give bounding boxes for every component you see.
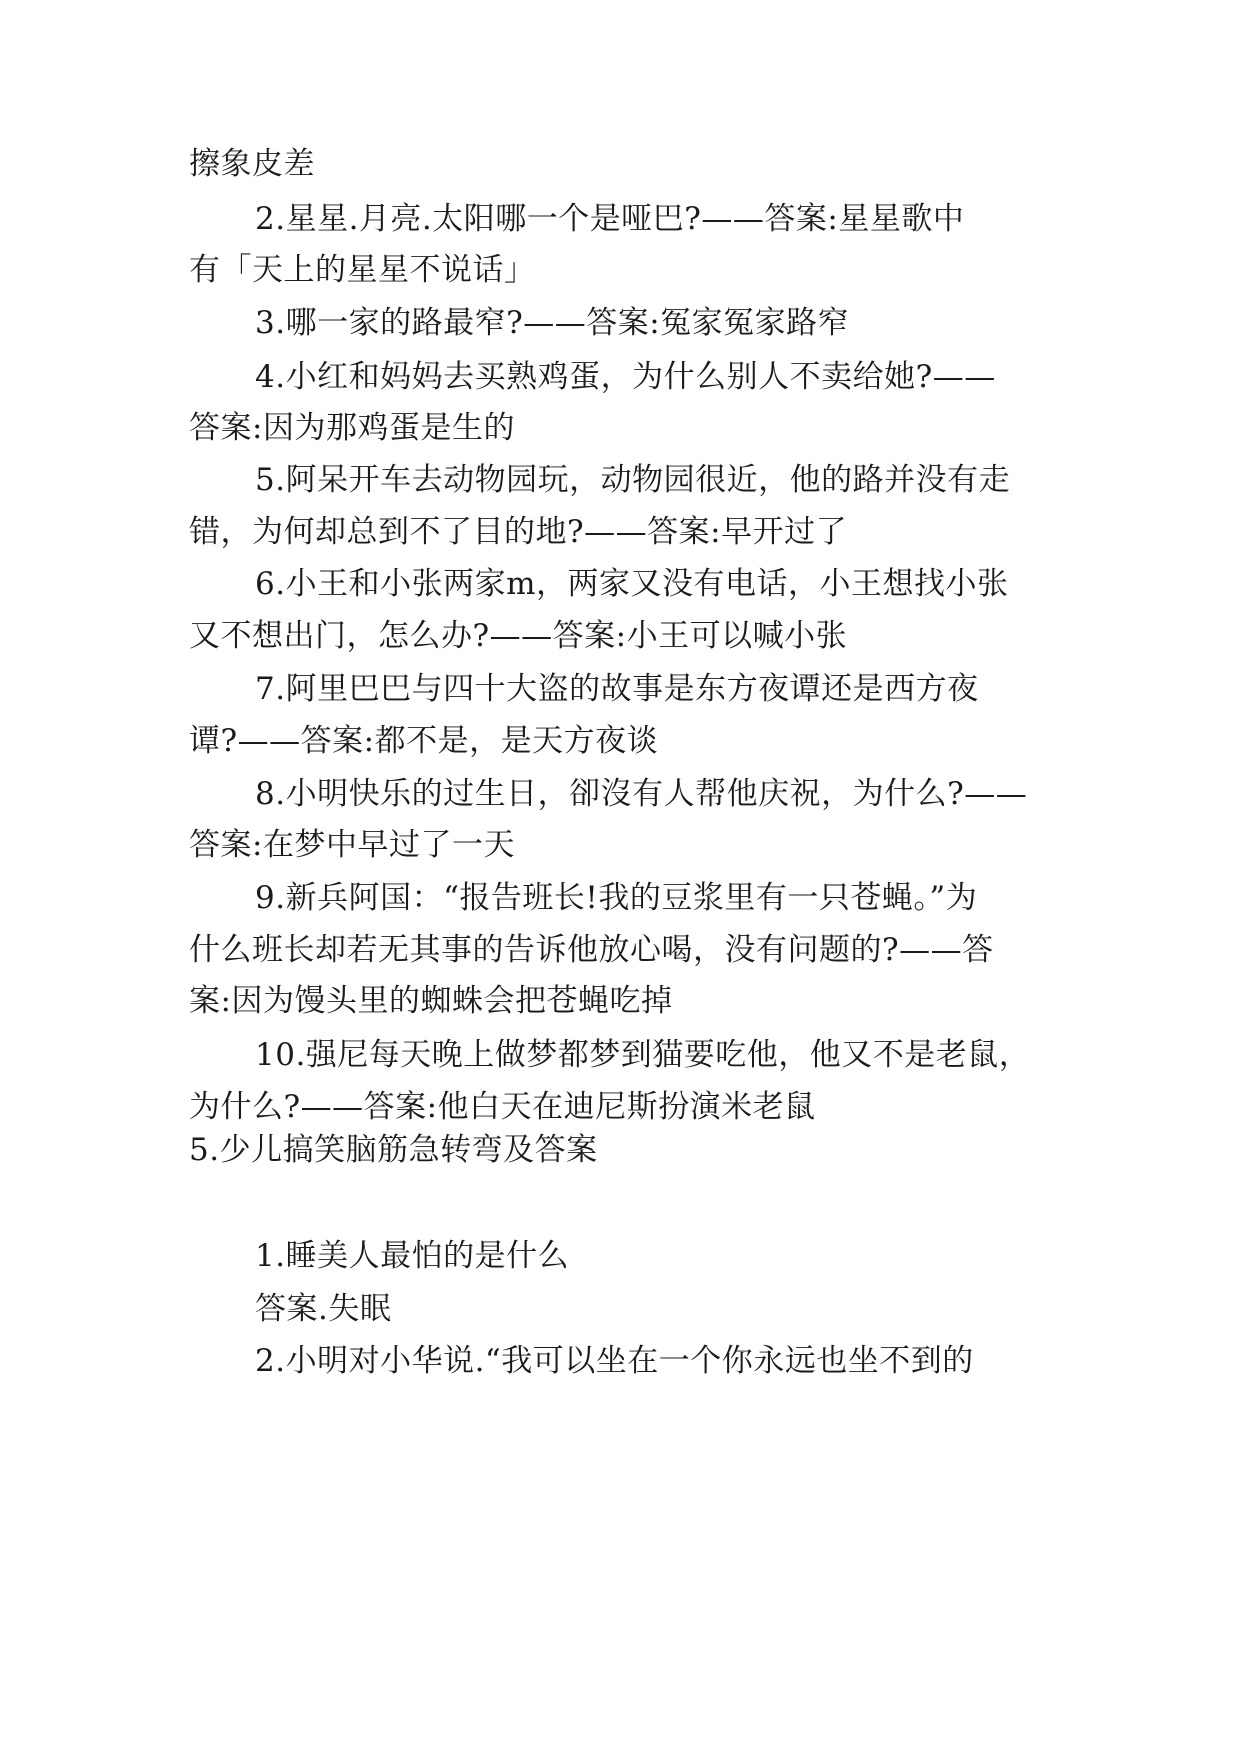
riddle-line: 2.星星.月亮.太阳哪一个是哑巴?——答案:星星歌中 [255,201,965,237]
riddle-line: 7.阿里巴巴与四十大盗的故事是东方夜谭还是西方夜 [255,671,979,707]
riddle-line: 1.睡美人最怕的是什么 [255,1238,570,1274]
riddle-line: 9.新兵阿国：“报告班长!我的豆浆里有一只苍蝇。”为 [255,880,978,916]
text-line: 为什么?——答案:他白天在迪尼斯扮演米老鼠 [189,1089,816,1125]
riddle-line: 5.阿呆开车去动物园玩，动物园很近，他的路并没有走 [255,462,1011,498]
text-line: 什么班长却若无其事的告诉他放心喝，没有问题的?——答 [189,932,994,968]
section-heading: 5.少儿搞笑脑筋急转弯及答案 [189,1132,598,1168]
riddle-line: 4.小红和妈妈去买熟鸡蛋，为什么别人不卖给她?—— [255,359,996,395]
riddle-line: 3.哪一家的路最窄?——答案:冤家冤家路窄 [255,305,850,341]
text-line: 擦象皮差 [189,146,315,182]
riddle-line: 10.强尼每天晚上做梦都梦到猫要吃他，他又不是老鼠， [255,1037,1031,1073]
riddle-line: 6.小王和小张两家m，两家又没有电话，小王想找小张 [255,566,1009,602]
text-line: 有「天上的星星不说话」 [189,252,536,288]
text-line: 错，为何却总到不了目的地?——答案:早开过了 [189,514,848,550]
riddle-line: 8.小明快乐的过生日，卻沒有人帮他庆祝，为什么?—— [255,776,1028,812]
text-line: 答案:在梦中早过了一天 [189,827,515,863]
riddle-line: 2.小明对小华说.“我可以坐在一个你永远也坐不到的 [255,1343,974,1379]
answer-line: 答案.失眠 [255,1291,392,1327]
text-line: 又不想出门，怎么办?——答案:小王可以喊小张 [189,618,848,654]
text-line: 案:因为馒头里的蜘蛛会把苍蝇吃掉 [189,983,673,1019]
text-line: 谭?——答案:都不是，是天方夜谈 [189,723,659,759]
text-line: 答案:因为那鸡蛋是生的 [189,410,515,446]
